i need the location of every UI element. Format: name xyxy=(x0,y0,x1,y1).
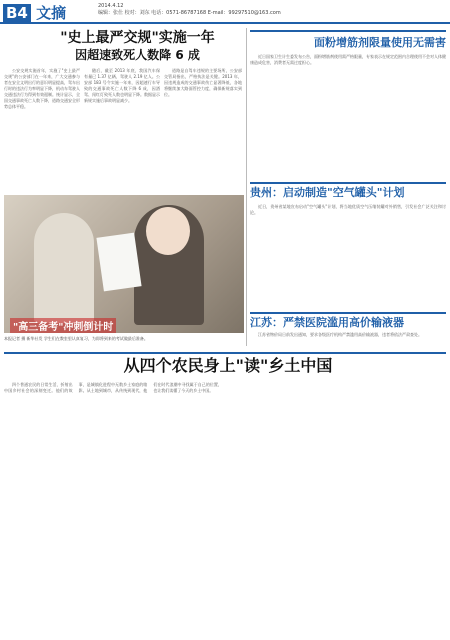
section-code: B4 xyxy=(3,4,31,22)
side-story-3-title: 江苏：严禁医院滥用高价输液器 xyxy=(250,316,404,329)
news-photo xyxy=(4,195,244,333)
side-story-1-body: 近日国家卫生计生委发布公告，面粉增筋剂使用需严格限量，专家表示在规定范围内合理使用不会对人体健康造成危害，消费者无需过度担心。 xyxy=(250,54,446,65)
lead-subtitle: 因超速致死人数降 6 成 xyxy=(75,48,200,62)
side-story-2-body: 近日，贵州省某地宣布启动"空气罐头"计划，将当地优质空气压缩装罐对外销售，引发社会广泛关注和讨论。 xyxy=(250,204,446,215)
masthead-meta xyxy=(98,3,281,17)
section-name: 文摘 xyxy=(36,4,67,22)
side-story-1-title: 面粉增筋剂限量使用无需害 xyxy=(314,36,446,49)
lead-body-col-3: 道路是自驾车违规的主要场所，公安部交管局指出，严格执法是关键。2013 年，因违规造成的交通事故伤亡显著降低，各地将继续加大路面管控力度，确保新规落实到位。 xyxy=(164,68,242,97)
side-story-3-body: 江苏省物价局日前发出通知，要求各级医疗机构严禁滥用高价输液器，违者将依法严肃查处。 xyxy=(258,332,422,337)
editor-contact: 编辑：张仕 校对：刘东 电话：0571-86787168 E-mail：99297510@163.com xyxy=(98,10,281,16)
main-story-title: 从四个农民身上"读"乡土中国 xyxy=(123,356,333,375)
column-divider xyxy=(246,28,247,346)
photo-figure-left xyxy=(34,213,94,323)
side-story-1-bar xyxy=(250,30,446,32)
side-story-3-bar xyxy=(250,312,446,314)
main-story-body: 四个普通农民的日常生活，折射出中国乡村社会的深刻变迁。他们的故事，是城镇化进程中无数乡土家庭的缩影。从土地到城市，从传统到现代，他们在时代浪潮中寻找属于自己的位置，也让我们读懂了今天的乡土中国。 xyxy=(4,382,222,393)
lead-headline xyxy=(40,30,235,63)
lead-body-col-2: 随后，截至 2013 年底，我国汽车保有量已 1.37 亿辆，驾驶人 2.19 亿人。公安部 183 号令实施一年来，因超速行车导致的交通事故死亡人数下降 6 成，因酒驾、闯红灯致死人数也明显下降。数据显示新规实施后事故明显减少。 xyxy=(84,68,160,103)
side-story-2-title: 贵州：启动制造"空气罐头"计划 xyxy=(250,186,405,199)
photo-caption: "高三备考"冲刺倒计时 xyxy=(10,318,116,333)
photo-face xyxy=(146,207,190,255)
photo-credit: 本报记者 摄 新华社发 学生们在教室里认真复习，为即将到来的考试做最后准备。 xyxy=(4,336,148,341)
main-story-bar xyxy=(4,352,446,354)
photo-paper xyxy=(96,233,141,292)
side-story-2-bar xyxy=(250,182,446,184)
lead-title: "史上最严交规"实施一年 xyxy=(60,30,215,46)
section-badge xyxy=(3,2,66,20)
issue-date: 2014.4.12 xyxy=(98,3,124,9)
lead-body-col-1: 公安交规实施首年，实施了"史上最严交规"的公安部门在一年来，广大交通参与者在安全文明出行的意识明显提高，驾车出行时的违法行为率明显下降，机动车驾驶人交通违法行为得到有效遏制。统计显示，全国交通事故死亡人数下降，道路交通安全形势总体平稳。 xyxy=(4,68,80,109)
masthead xyxy=(0,0,450,24)
